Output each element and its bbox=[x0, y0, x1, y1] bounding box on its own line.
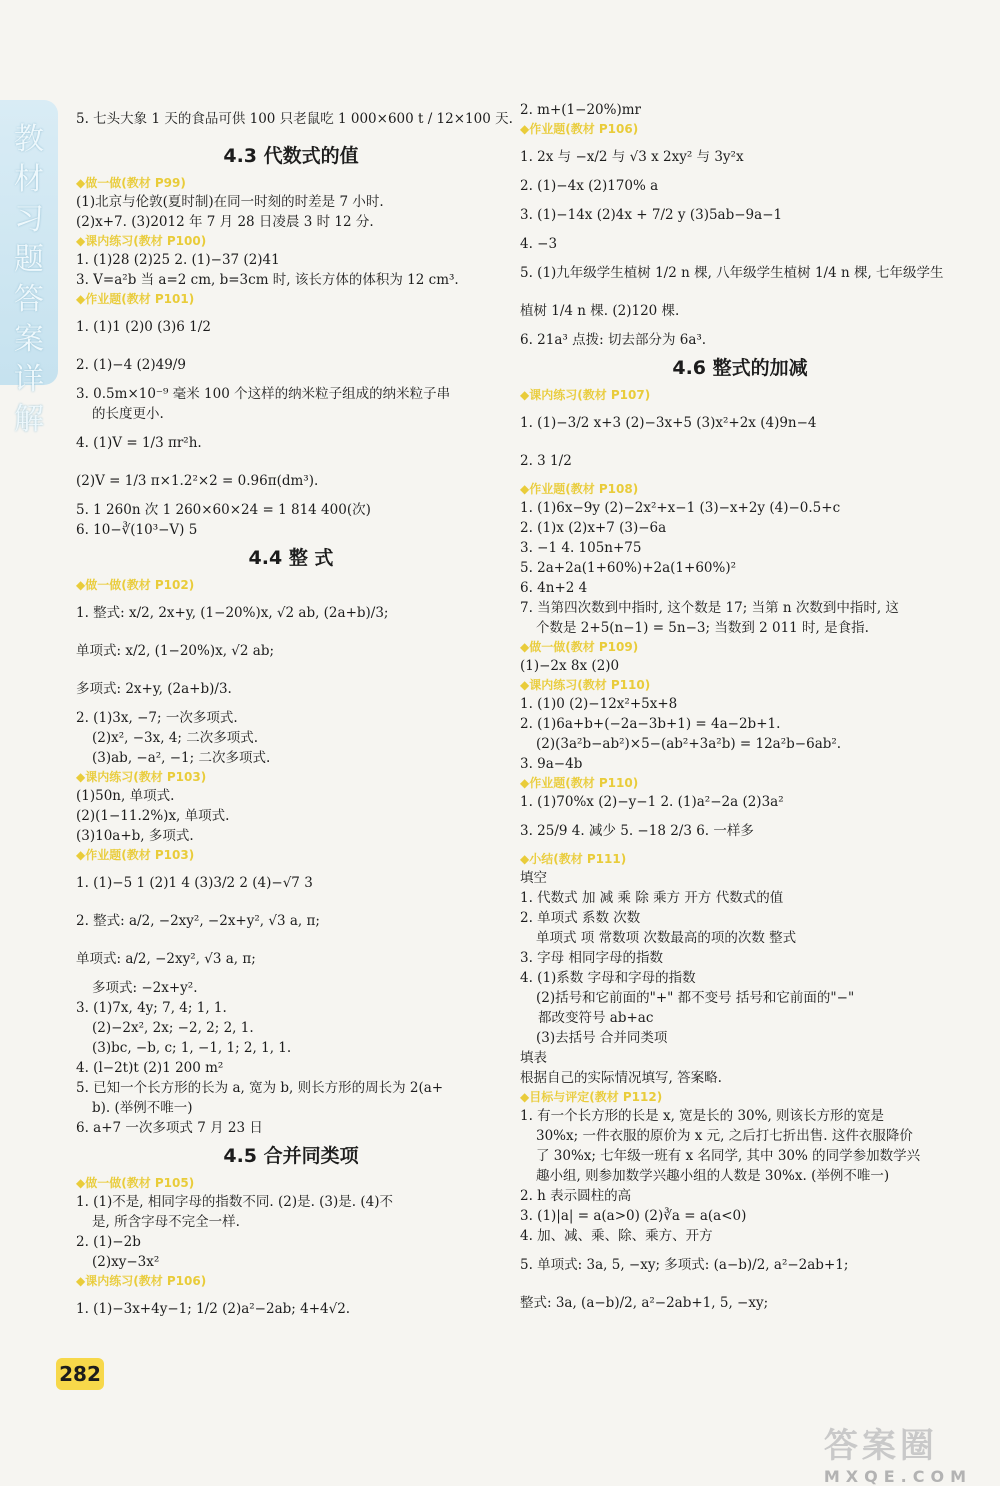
answer-line: 3. (1)|a| = a(a>0) (2)∛a = a(a<0) bbox=[520, 1208, 747, 1224]
answer-line: (3)ab, −a², −1; 二次多项式. bbox=[92, 750, 271, 766]
answer-line: 5. 2a+2a(1+60%)+2a(1+60%)² bbox=[520, 560, 736, 576]
answer-line: (2)括号和它前面的"+" 都不变号 括号和它前面的"−" bbox=[536, 990, 855, 1006]
answer-line: 整式: 3a, (a−b)/2, a²−2ab+1, 5, −xy; bbox=[520, 1295, 769, 1311]
answer-line: 都改变符号 ab+ac bbox=[538, 1010, 654, 1026]
answer-line: 2. 3 1/2 bbox=[520, 453, 572, 469]
exercise-tag: ◆课内练习(教材 P110) bbox=[520, 678, 651, 692]
answer-line: 30%x; 一件衣服的原价为 x 元, 之后打七折出售. 这件衣服降价 bbox=[536, 1128, 913, 1144]
exercise-tag: ◆作业题(教材 P106) bbox=[520, 122, 639, 136]
answer-line: 2. (1)6a+b+(−2a−3b+1) = 4a−2b+1. bbox=[520, 716, 781, 732]
answer-line: 5. (1)九年级学生植树 1/2 n 棵, 八年级学生植树 1/4 n 棵, 七年级学生 bbox=[520, 265, 944, 281]
answer-line: 1. (1)−5 1 (2)1 4 (3)3/2 2 (4)−√7 3 bbox=[76, 875, 313, 891]
answer-line: 根据自己的实际情况填写, 答案略. bbox=[520, 1070, 722, 1086]
answer-line: 1. (1)0 (2)−12x²+5x+8 bbox=[520, 696, 678, 712]
answer-line: 填表 bbox=[520, 1050, 547, 1066]
answer-line: 植树 1/4 n 棵. (2)120 棵. bbox=[520, 303, 680, 319]
answer-line: 1. (1)1 (2)0 (3)6 1/2 bbox=[76, 319, 211, 335]
page-number: 282 bbox=[56, 1358, 104, 1390]
answer-line: (2)xy−3x² bbox=[92, 1254, 160, 1270]
exercise-tag: ◆做一做(教材 P109) bbox=[520, 640, 639, 654]
answer-line: 5. 1 260n 次 1 260×60×24 = 1 814 400(次) bbox=[76, 502, 371, 518]
answer-line: 2. (1)−2b bbox=[76, 1234, 141, 1250]
answer-line: 1. 2x 与 −x/2 与 √3 x 2xy² 与 3y²x bbox=[520, 149, 744, 165]
answer-line: 3. 25/9 4. 减少 5. −18 2/3 6. 一样多 bbox=[520, 823, 754, 839]
answer-line: (2)x², −3x, 4; 二次多项式. bbox=[92, 730, 259, 746]
answer-line: 的长度更小. bbox=[92, 406, 164, 422]
answer-line: 2. (1)−4 (2)49/9 bbox=[76, 357, 186, 373]
answer-line: 2. 单项式 系数 次数 bbox=[520, 910, 641, 926]
exercise-tag: ◆作业题(教材 P101) bbox=[76, 292, 195, 306]
exercise-tag: ◆做一做(教材 P105) bbox=[76, 1176, 195, 1190]
answer-line: b). (举例不唯一) bbox=[92, 1100, 193, 1116]
answer-line: 3. −1 4. 105n+75 bbox=[520, 540, 642, 556]
answer-line: 1. (1)28 (2)25 2. (1)−37 (2)41 bbox=[76, 252, 280, 268]
answer-line: 1. (1)6x−9y (2)−2x²+x−1 (3)−x+2y (4)−0.5+c bbox=[520, 500, 841, 516]
answer-line: 4. (1)系数 字母和字母的指数 bbox=[520, 970, 696, 986]
answer-line: (2)x+7. (3)2012 年 7 月 28 日凌晨 3 时 12 分. bbox=[76, 214, 374, 230]
answer-line: 填空 bbox=[520, 870, 547, 886]
answer-line: 3. 字母 相同字母的指数 bbox=[520, 950, 663, 966]
section-heading: 4.4 整 式 bbox=[248, 547, 334, 569]
answer-line: 2. h 表示圆柱的高 bbox=[520, 1188, 632, 1204]
answer-line: 2. 整式: a/2, −2xy², −2x+y², √3 a, π; bbox=[76, 913, 320, 929]
watermark-url: MXQE.COM bbox=[823, 1467, 972, 1486]
answer-line: 单项式: x/2, (1−20%)x, √2 ab; bbox=[76, 643, 275, 659]
exercise-tag: ◆做一做(教材 P102) bbox=[76, 578, 195, 592]
exercise-tag: ◆课内练习(教材 P107) bbox=[520, 388, 651, 402]
answer-line: 4. −3 bbox=[520, 236, 558, 252]
answer-line: 6. 21a³ 点拨: 切去部分为 6a³. bbox=[520, 332, 707, 348]
answer-line: 5. 单项式: 3a, 5, −xy; 多项式: (a−b)/2, a²−2ab+1; bbox=[520, 1257, 849, 1273]
answer-line: 1. (1)−3/2 x+3 (2)−3x+5 (3)x²+2x (4)9n−4 bbox=[520, 415, 817, 431]
section-heading: 4.5 合并同类项 bbox=[223, 1145, 359, 1167]
answer-line: 2. (1)3x, −7; 一次多项式. bbox=[76, 710, 238, 726]
answer-line: 3. (1)−14x (2)4x + 7/2 y (3)5ab−9a−1 bbox=[520, 207, 783, 223]
answer-line: (2)V = 1/3 π×1.2²×2 = 0.96π(dm³). bbox=[76, 473, 319, 489]
answer-line: 5. 七头大象 1 天的食品可供 100 只老鼠吃 1 000×600 t / 12×100 天. bbox=[76, 111, 513, 127]
exercise-tag: ◆作业题(教材 P110) bbox=[520, 776, 639, 790]
left-column bbox=[76, 100, 513, 1328]
watermark-logo: 答案圈 bbox=[823, 1426, 938, 1466]
answer-line: 1. (1)−3x+4y−1; 1/2 (2)a²−2ab; 4+4√2. bbox=[76, 1301, 351, 1317]
answer-line: 1. (1)不是, 相同字母的指数不同. (2)是. (3)是. (4)不 bbox=[76, 1194, 393, 1210]
answer-line: (3)bc, −b, c; 1, −1, 1; 2, 1, 1. bbox=[92, 1040, 292, 1056]
answer-line: 7. 当第四次数到中指时, 这个数是 17; 当第 n 次数到中指时, 这 bbox=[520, 600, 899, 616]
answer-line: 3. 0.5m×10⁻⁹ 毫米 100 个这样的纳米粒子组成的纳米粒子串 bbox=[76, 386, 451, 402]
answer-line: (2)(1−11.2%)x, 单项式. bbox=[76, 808, 230, 824]
exercise-tag: ◆作业题(教材 P103) bbox=[76, 848, 195, 862]
answer-line: 2. m+(1−20%)mr bbox=[520, 102, 641, 118]
answer-line: 了 30%x; 七年级一班有 x 名同学, 其中 30% 的同学参加数学兴 bbox=[536, 1148, 921, 1164]
answer-line: 3. 9a−4b bbox=[520, 756, 583, 772]
answer-line: 4. (1)V = 1/3 πr²h. bbox=[76, 435, 202, 451]
answer-line: 单项式 项 常数项 次数最高的项的次数 整式 bbox=[536, 930, 797, 946]
watermark bbox=[824, 1418, 972, 1486]
answer-line: 6. 10−∛(10³−V) 5 bbox=[76, 522, 198, 538]
answer-line: 6. 4n+2 4 bbox=[520, 580, 588, 596]
answer-line: 4. 加、减、乘、除、乘方、开方 bbox=[520, 1228, 713, 1244]
right-column bbox=[520, 100, 960, 1322]
answer-line: 6. a+7 一次多项式 7 月 23 日 bbox=[76, 1120, 263, 1136]
answer-line: 3. (1)7x, 4y; 7, 4; 1, 1. bbox=[76, 1000, 227, 1016]
answer-line: 4. (l−2t)t (2)1 200 m² bbox=[76, 1060, 224, 1076]
answer-line: (3)去括号 合并同类项 bbox=[536, 1030, 668, 1046]
answer-line: 多项式: 2x+y, (2a+b)/3. bbox=[76, 681, 232, 697]
exercise-tag: ◆课内练习(教材 P106) bbox=[76, 1274, 207, 1288]
answer-line: 3. V=a²b 当 a=2 cm, b=3cm 时, 该长方体的体积为 12 cm³. bbox=[76, 272, 459, 288]
answer-line: (1)−2x 8x (2)0 bbox=[520, 658, 620, 674]
answer-line: (2)(3a²b−ab²)×5−(ab²+3a²b) = 12a²b−6ab². bbox=[536, 736, 842, 752]
answer-line: 趣小组, 则参加数学兴趣小组的人数是 30%x. (举例不唯一) bbox=[536, 1168, 890, 1184]
section-heading: 4.3 代数式的值 bbox=[223, 145, 359, 167]
exercise-tag: ◆小结(教材 P111) bbox=[520, 852, 627, 866]
exercise-tag: ◆作业题(教材 P108) bbox=[520, 482, 639, 496]
answer-line: (1)50n, 单项式. bbox=[76, 788, 175, 804]
answer-line: (3)10a+b, 多项式. bbox=[76, 828, 194, 844]
answer-line: 单项式: a/2, −2xy², √3 a, π; bbox=[76, 951, 256, 967]
answer-line: 1. 代数式 加 减 乘 除 乘方 开方 代数式的值 bbox=[520, 890, 784, 906]
answer-line: 个数是 2+5(n−1) = 5n−3; 当数到 2 011 时, 是食指. bbox=[536, 620, 869, 636]
answer-line: 多项式: −2x+y². bbox=[92, 980, 198, 996]
side-title: 教材习题答案详解 bbox=[14, 122, 44, 437]
exercise-tag: ◆目标与评定(教材 P112) bbox=[520, 1090, 663, 1104]
answer-line: 2. (1)−4x (2)170% a bbox=[520, 178, 659, 194]
answer-line: (1)北京与伦敦(夏时制)在同一时刻的时差是 7 小时. bbox=[76, 194, 384, 210]
answer-line: 是, 所含字母不完全一样. bbox=[92, 1214, 240, 1230]
section-heading: 4.6 整式的加减 bbox=[672, 357, 808, 379]
exercise-tag: ◆课内练习(教材 P100) bbox=[76, 234, 207, 248]
answer-line: 1. 有一个长方形的长是 x, 宽是长的 30%, 则该长方形的宽是 bbox=[520, 1108, 885, 1124]
exercise-tag: ◆课内练习(教材 P103) bbox=[76, 770, 207, 784]
side-tab bbox=[0, 100, 58, 437]
answer-line: (2)−2x², 2x; −2, 2; 2, 1. bbox=[92, 1020, 254, 1036]
answer-line: 2. (1)x (2)x+7 (3)−6a bbox=[520, 520, 667, 536]
exercise-tag: ◆做一做(教材 P99) bbox=[76, 176, 186, 190]
answer-line: 1. (1)70%x (2)−y−1 2. (1)a²−2a (2)3a² bbox=[520, 794, 784, 810]
answer-line: 1. 整式: x/2, 2x+y, (1−20%)x, √2 ab, (2a+b)/3; bbox=[76, 605, 389, 621]
answer-line: 5. 已知一个长方形的长为 a, 宽为 b, 则长方形的周长为 2(a+ bbox=[76, 1080, 444, 1096]
